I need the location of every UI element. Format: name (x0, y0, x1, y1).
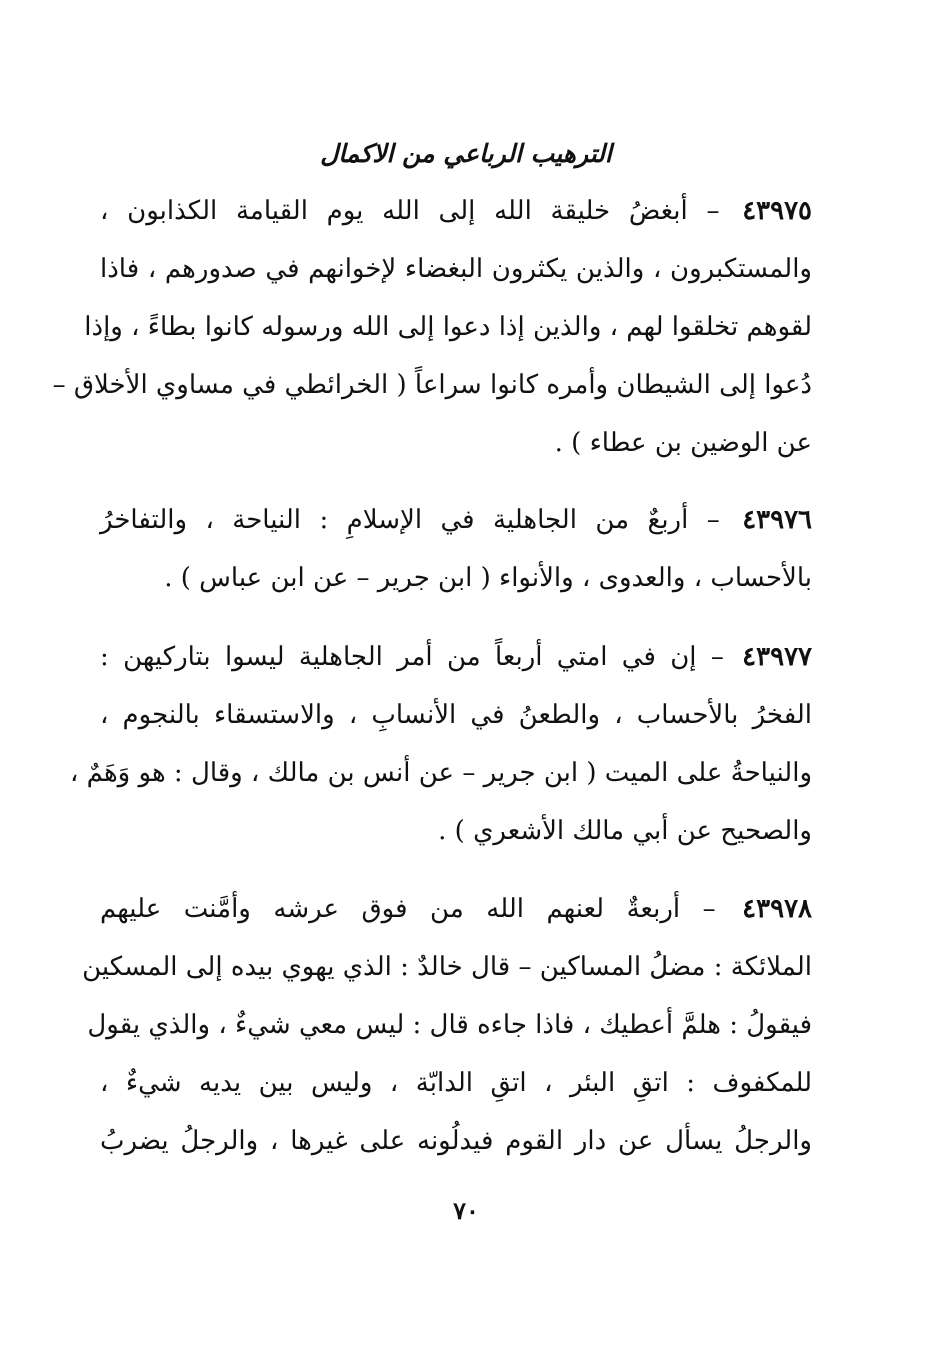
hadith-entry-43978 (82, 880, 812, 1170)
entry-number: ٤٣٩٧٧ (742, 642, 812, 672)
entry-line: فيقولُ : هلمَّ أعطيك ، فاذا جاءه قال : ليس معي شيءٌ ، والذي يقول (87, 1010, 812, 1040)
entry-line: دُعوا إلى الشيطان وأمره كانوا سراعاً ( الخرائطي في مساوي الأخلاق – (52, 370, 812, 400)
entry-line: الفخرُ بالأحساب ، والطعنُ في الأنسابِ ، والاستسقاء بالنجوم ، (100, 700, 812, 730)
entry-text: – أبغضُ خليقة الله إلى الله يوم القيامة الكذابون ، (100, 196, 720, 226)
entry-text: – إن في امتي أربعاً من أمر الجاهلية ليسوا بتاركيهن : (100, 642, 724, 672)
entry-text: – أربعٌ من الجاهلية في الإسلامِ : النياحة ، والتفاخرُ (100, 505, 720, 535)
hadith-entry-43976 (100, 491, 812, 607)
hadith-entry-43975 (52, 182, 813, 472)
entry-line (100, 182, 812, 240)
entry-line (100, 880, 812, 938)
entry-line: بالأحساب ، والعدوى ، والأنواء ( ابن جرير – عن ابن عباس ) . (164, 563, 812, 593)
entry-line (100, 491, 812, 549)
entry-line: والصحيح عن أبي مالك الأشعري ) . (438, 816, 812, 846)
entry-line: لقوهم تخلقوا لهم ، والذين إذا دعوا إلى الله ورسوله كانوا بطاءً ، وإذا (84, 312, 812, 342)
entry-number: ٤٣٩٧٥ (742, 196, 813, 226)
entry-line: والمستكبرون ، والذين يكثرون البغضاء لإخوانهم في صدورهم ، فاذا (100, 254, 812, 284)
page-number: ٧٠ (453, 1196, 479, 1225)
entry-number: ٤٣٩٧٨ (742, 894, 812, 924)
entry-line: والرجلُ يسأل عن دار القوم فيدلُونه على غيرها ، والرجلُ يضربُ (100, 1126, 812, 1156)
entry-line: عن الوضين بن عطاء ) . (554, 428, 812, 458)
entry-line: والنياحةُ على الميت ( ابن جرير – عن أنس بن مالك ، وقال : هو وَهَمٌ ، (70, 758, 812, 788)
entry-text: – أربعةٌ لعنهم الله من فوق عرشه وأمَّنت عليهم (100, 894, 716, 924)
hadith-entry-43977 (70, 628, 812, 860)
entry-line: للمكفوف : اتقِ البئر ، اتقِ الدابّة ، وليس بين يديه شيءٌ ، (100, 1068, 812, 1098)
entry-line (100, 628, 812, 686)
running-title: الترهيب الرباعي من الاكمال (320, 139, 612, 168)
entry-number: ٤٣٩٧٦ (742, 505, 813, 535)
entry-line: الملائكة : مضلُ المساكين – قال خالدٌ : الذي يهوي بيده إلى المسكين (82, 952, 812, 982)
